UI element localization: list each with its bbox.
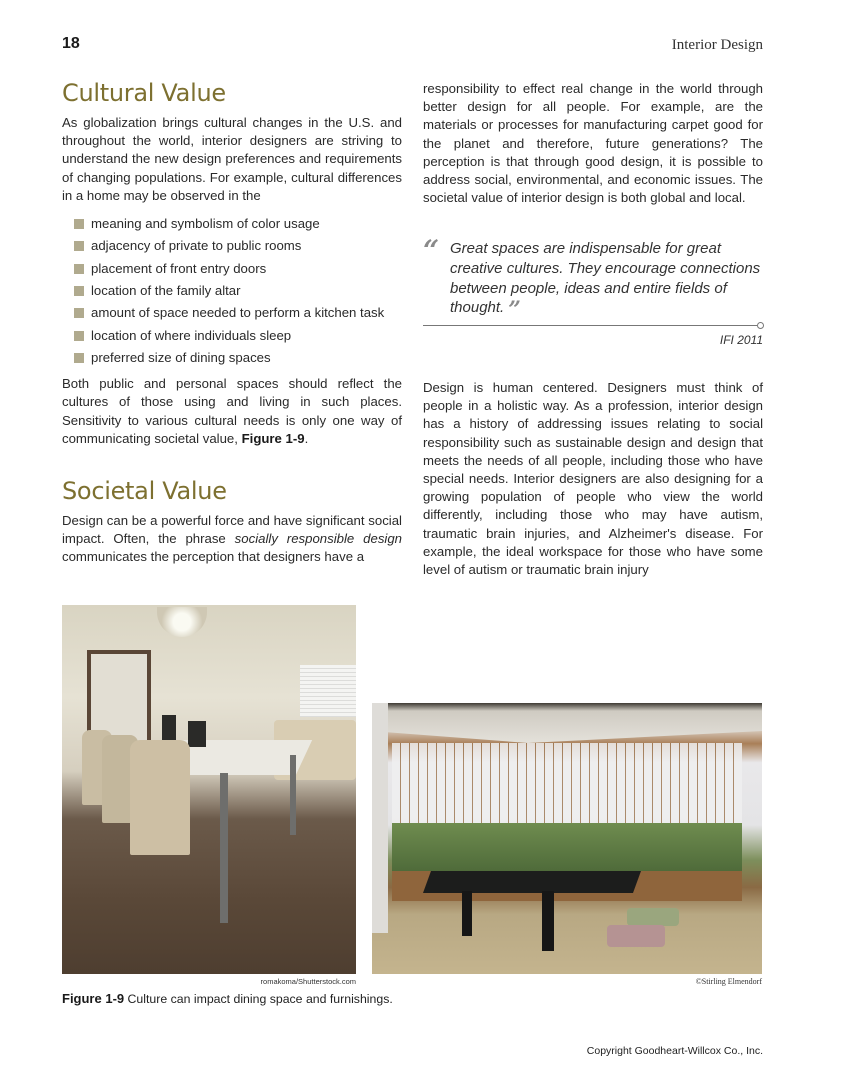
running-head: Interior Design [671, 37, 763, 53]
ceiling-shape [372, 703, 762, 743]
societal-value-text: Design can be a powerful force and have significant social impact. Often, the phrase socially responsible design communicates the perception that designers have a [62, 512, 403, 565]
pillar-shape [372, 703, 388, 933]
list-item: placement of front entry doors [74, 258, 402, 280]
square-bullet-icon [74, 331, 84, 341]
square-bullet-icon [74, 241, 84, 251]
figure-caption: Figure 1-9 Culture can impact dining space and furnishings. [62, 991, 393, 1006]
list-item: location of where individuals sleep [74, 325, 402, 347]
pull-quote [423, 234, 763, 349]
cultural-value-intro: As globalization brings cultural changes in the U.S. and throughout the world, interior designers are striving to understand the new design preferences and requirements of changing populations. For example, cultural differences in a home may be observed in the [62, 115, 402, 203]
planter-shape [188, 721, 206, 747]
cultural-differences-list [74, 213, 402, 369]
chandelier-shape [157, 607, 207, 637]
close-quote-icon: ” [508, 297, 521, 324]
window-blinds-shape [300, 665, 356, 717]
photo-credit-2: ©Stirling Elmendorf [695, 977, 762, 986]
list-item: preferred size of dining spaces [74, 347, 402, 369]
square-bullet-icon [74, 308, 84, 318]
square-bullet-icon [74, 219, 84, 229]
cultural-value-closing: Both public and personal spaces should reflect the cultures of those using and living in such places. Sensitivity to various cultural needs is only one way of communicating societal value, Figure 1-9. [62, 376, 402, 446]
figure-label: Figure 1-9 [62, 991, 125, 1006]
circle-end-icon [757, 322, 764, 329]
low-table-shape [423, 871, 641, 893]
human-centered-text: Design is human centered. Designers must think of people in a holistic way. As a profession, interior design has a history of addressing issues relating to social responsibility such as sustainable design and design that meets the needs of all people, including those who have special needs. Interior designers are also designing for a growing population of people who view the world differently, including those who may have autism, traumatic brain injuries, and Alzheimer's disease. For example, the ideal workspace for those who have some level of autism or traumatic brain injury [423, 380, 763, 578]
left-column [62, 78, 402, 575]
shoji-screen-shape [392, 743, 742, 823]
emphasized-phrase: socially responsible design [234, 531, 403, 547]
list-item: meaning and symbolism of color usage [74, 213, 402, 235]
pull-quote-divider [423, 325, 757, 326]
chair-shape [130, 740, 190, 855]
square-bullet-icon [74, 286, 84, 296]
dining-room-photo [62, 605, 356, 974]
japanese-room-photo [372, 703, 762, 974]
cushion-shape [607, 925, 665, 947]
planter-shape [162, 715, 176, 741]
pull-quote-text: Great spaces are indispensable for great creative cultures. They encourage connections between people, ideas and entire fields of thought. ” [450, 240, 761, 324]
cushion-shape [627, 908, 679, 926]
pull-quote-source: IFI 2011 [719, 332, 763, 347]
photo-credit-1: romakoma/Shutterstock.com [260, 977, 356, 986]
page-number: 18 [62, 35, 80, 52]
heading-cultural-value: Cultural Value [62, 79, 226, 107]
list-item: location of the family altar [74, 280, 402, 302]
copyright-footer: Copyright Goodheart-Willcox Co., Inc. [586, 1045, 763, 1057]
heading-societal-value: Societal Value [62, 476, 227, 505]
garden-view-shape [392, 823, 742, 871]
list-item: amount of space needed to perform a kitchen task [74, 302, 402, 324]
figure-reference: Figure 1-9 [241, 430, 305, 446]
open-quote-icon: “ [423, 234, 440, 268]
list-item: adjacency of private to public rooms [74, 235, 402, 257]
societal-value-continuation: responsibility to effect real change in the world through better design for all people. For example, are the materials or processes for manufacturing carpet good for the planet and therefore, future generations? The perception is that through good design, it is possible to address social, environmental, and economic issues. The societal value of interior design is both global and local. [423, 81, 763, 206]
right-column [423, 80, 763, 587]
square-bullet-icon [74, 353, 84, 363]
square-bullet-icon [74, 264, 84, 274]
